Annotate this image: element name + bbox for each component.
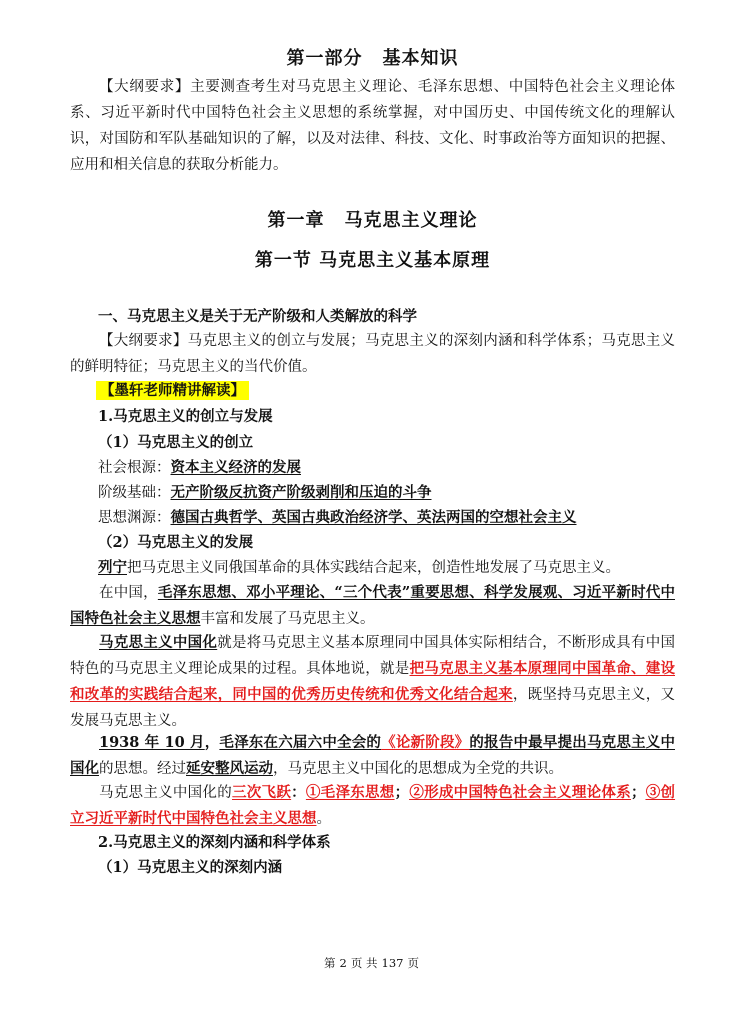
sinicization-term: 马克思主义中国化 [99,634,218,651]
chapter-number: 第一章 [267,210,325,231]
section-title: 第一节 马克思主义基本原理 [254,250,491,271]
chapter-text: 马克思主义理论 [344,210,478,231]
leap-colon: ： [291,784,306,801]
china-prefix: 在中国， [99,585,158,601]
date-1938: 1938 年 10 月 [99,734,205,751]
leap-end: 。 [316,811,331,827]
footer-prefix: 第 [324,956,336,970]
mao-report: 《论新阶段》 [381,734,470,751]
date-comma: ， [204,734,220,751]
teacher-tag: 【墨轩老师精讲解读】 [96,381,249,400]
china-para [70,580,675,632]
china-suffix: 丰富和发展了马克思主义。 [200,611,375,627]
topic1-syllabus-text: 马克思主义的创立与发展；马克思主义的深刻内涵和科学体系；马克思主义的鲜明特征；马克思主义的当代价值。 [70,333,676,375]
lenin-para [98,555,703,581]
topic1-syllabus [70,328,675,380]
social-root-row [98,455,703,481]
leap-para [70,780,675,832]
lenin-text: 把马克思主义同俄国革命的具体实践结合起来，创造性地发展了马克思主义。 [127,560,620,576]
social-root-label: 社会根源： [98,460,171,476]
syllabus-label: 【大纲要求】 [99,79,191,95]
s1-sub1: （1）马克思主义的创立 [98,434,254,451]
footer-mid: 页 共 [350,956,378,970]
part-title-number: 第一部分 [286,48,363,69]
social-root-value: 资本主义经济的发展 [170,459,301,476]
mao-text: 毛泽东在六届六中全会的 [219,734,382,751]
footer-current-page: 2 [339,956,347,970]
part-syllabus [70,74,675,178]
sinicization-text1: 就是将马克思主义基本原理同中国具体实际相结合，不断形成具有中国特色的马克思主义理论成果的过程。具体地说，就是 [70,635,676,677]
part-title [70,44,675,70]
class-basis-label: 阶级基础： [98,485,171,501]
mao-text3: 的思想。经过 [99,761,186,777]
page-footer [0,955,743,971]
class-basis-value: 无产阶级反抗资产阶级剥削和压迫的斗争 [170,484,432,501]
s1-sub2: （2）马克思主义的发展 [98,534,254,551]
topic1-heading: 一、马克思主义是关于无产阶级和人类解放的科学 [98,308,417,325]
syllabus-text: 主要测查考生对马克思主义理论、毛泽东思想、中国特色社会主义理论体系、习近平新时代中国特色社会主义思想的系统掌握，对中国历史、中国传统文化的理解认识，对国防和军队基础知识的了解，以及对法律、科技、文化、时事政治等方面知识的把握、应用和相关信息的获取分析能力。 [70,79,676,173]
topic1-syllabus-label: 【大纲要求】 [99,333,188,349]
chapter-title [70,206,675,232]
mao-text4: ，马克思主义中国化的思想成为全党的共识。 [273,761,563,777]
footer-total-pages: 137 [381,956,404,970]
thought-source-value: 德国古典哲学、英国古典政治经济学、英法两国的空想社会主义 [170,509,577,526]
sinicization-para [70,630,675,734]
sinicization-red: 把马克思主义基本原理同中国革命、建设和改革的实践结合起来，同中国的优秀历史传统和优秀文化结合起来 [70,660,676,703]
china-theories: 毛泽东思想、邓小平理论、“三个代表”重要思想、科学发展观、习近平新时代中国特色社会主义思想 [70,584,675,627]
thought-source-label: 思想渊源： [98,510,171,526]
class-basis-row [98,480,703,506]
s1-heading: 1.马克思主义的创立与发展 [98,408,273,425]
teacher-tag-row [96,378,701,404]
leap-1: ①毛泽东思想 [305,784,395,801]
s2-sub1: （1）马克思主义的深刻内涵 [98,859,283,876]
leap-term: 三次飞跃 [232,784,292,801]
lenin-name: 列宁 [98,559,127,576]
part-title-text: 基本知识 [382,48,459,69]
leap-sep2: ； [630,784,646,801]
thought-source-row [98,505,703,531]
mao-para [70,730,675,782]
mao-text2: 的报告中最早提出马克思主义中国化 [70,734,675,777]
sinicization-text2: ，既坚持马克思主义，又发展马克思主义。 [70,687,675,729]
leap-text: 马克思主义中国化的 [99,785,232,801]
footer-suffix: 页 [407,956,419,970]
leap-sep1: ； [394,784,410,801]
s2-heading: 2.马克思主义的深刻内涵和科学体系 [98,834,331,851]
leap-3: ③创立习近平新时代中国特色社会主义思想 [70,784,676,827]
yanan-movement: 延安整风运动 [186,760,273,777]
leap-2: ②形成中国特色社会主义理论体系 [409,784,631,801]
